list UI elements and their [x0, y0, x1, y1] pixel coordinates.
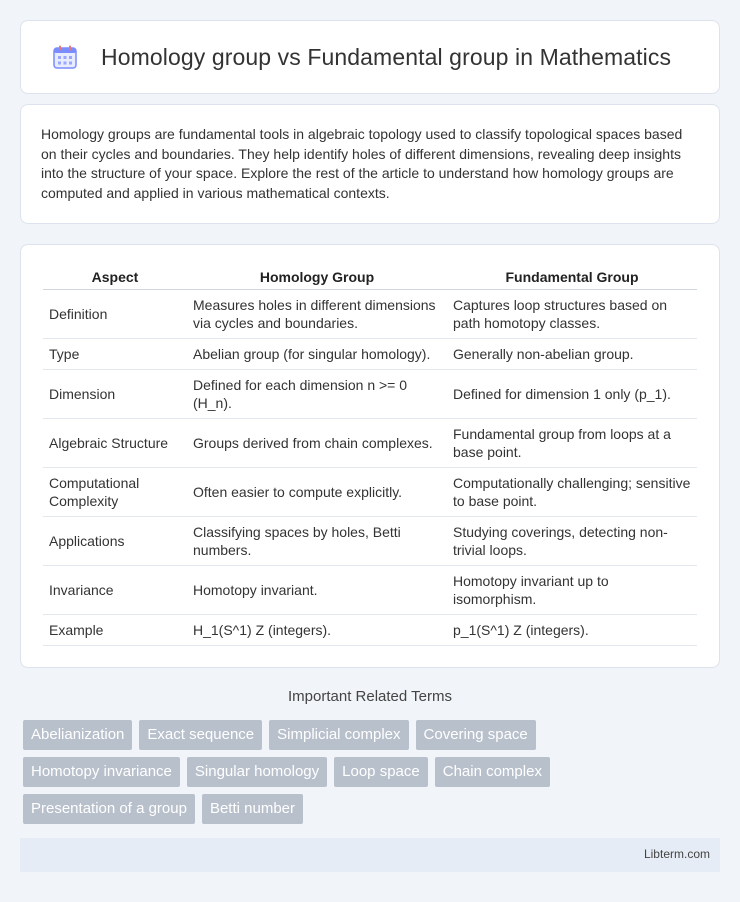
- cell-fundamental: p_1(S^1) Z (integers).: [447, 615, 697, 646]
- table-row: [43, 517, 697, 566]
- table-row: [43, 419, 697, 468]
- cell-aspect: Invariance: [43, 566, 187, 615]
- tag-exact-sequence[interactable]: Exact sequence: [139, 720, 262, 750]
- cell-homology: Measures holes in different dimensions via cycles and boundaries.: [187, 290, 447, 339]
- tag-covering-space[interactable]: Covering space: [416, 720, 536, 750]
- page-header: [20, 20, 720, 94]
- cell-homology: Abelian group (for singular homology).: [187, 339, 447, 370]
- tag-betti-number[interactable]: Betti number: [202, 794, 303, 824]
- comparison-table: [43, 265, 697, 646]
- column-header-fundamental: Fundamental Group: [447, 265, 697, 290]
- tag-row: [23, 794, 723, 824]
- intro-text: Homology groups are fundamental tools in algebraic topology used to classify topological spaces based on their cycles and boundaries. They help identify holes of different dimensions, revealing deep insights into the structure of your space. Explore the rest of the article to understand how homology groups are computed and applied in various mathematical contexts.: [41, 126, 683, 201]
- column-header-homology: Homology Group: [187, 265, 447, 290]
- cell-fundamental: Defined for dimension 1 only (p_1).: [447, 370, 697, 419]
- cell-homology: Often easier to compute explicitly.: [187, 468, 447, 517]
- cell-aspect: Example: [43, 615, 187, 646]
- cell-homology: H_1(S^1) Z (integers).: [187, 615, 447, 646]
- table-row: [43, 370, 697, 419]
- column-header-aspect: Aspect: [43, 265, 187, 290]
- tag-loop-space[interactable]: Loop space: [334, 757, 428, 787]
- cell-aspect: Definition: [43, 290, 187, 339]
- table-row: [43, 566, 697, 615]
- tag-simplicial-complex[interactable]: Simplicial complex: [269, 720, 408, 750]
- cell-homology: Classifying spaces by holes, Betti numbers.: [187, 517, 447, 566]
- related-terms: [23, 720, 723, 831]
- cell-aspect: Dimension: [43, 370, 187, 419]
- tag-row: [23, 757, 723, 787]
- cell-aspect: Applications: [43, 517, 187, 566]
- cell-homology: Homotopy invariant.: [187, 566, 447, 615]
- tag-chain-complex[interactable]: Chain complex: [435, 757, 550, 787]
- cell-fundamental: Computationally challenging; sensitive to base point.: [447, 468, 697, 517]
- cell-fundamental: Fundamental group from loops at a base point.: [447, 419, 697, 468]
- tag-homotopy-invariance[interactable]: Homotopy invariance: [23, 757, 180, 787]
- tag-abelianization[interactable]: Abelianization: [23, 720, 132, 750]
- related-terms-title: Important Related Terms: [288, 688, 452, 705]
- cell-aspect: Algebraic Structure: [43, 419, 187, 468]
- intro-section: [20, 104, 720, 224]
- tag-row: [23, 720, 723, 750]
- page-title: Homology group vs Fundamental group in Mathematics: [101, 43, 672, 70]
- page-footer: [20, 838, 720, 872]
- tag-singular-homology[interactable]: Singular homology: [187, 757, 327, 787]
- table-row: [43, 290, 697, 339]
- cell-homology: Defined for each dimension n >= 0 (H_n).: [187, 370, 447, 419]
- table-row: [43, 339, 697, 370]
- tag-presentation-of-a-group[interactable]: Presentation of a group: [23, 794, 195, 824]
- cell-aspect: Computational Complexity: [43, 468, 187, 517]
- cell-fundamental: Studying coverings, detecting non-trivial loops.: [447, 517, 697, 566]
- footer-site-link[interactable]: Libterm.com: [643, 847, 710, 861]
- cell-homology: Groups derived from chain complexes.: [187, 419, 447, 468]
- cell-aspect: Type: [43, 339, 187, 370]
- table-row: [43, 468, 697, 517]
- cell-fundamental: Captures loop structures based on path homotopy classes.: [447, 290, 697, 339]
- table-header-row: [43, 265, 697, 290]
- cell-fundamental: Generally non-abelian group.: [447, 339, 697, 370]
- cell-fundamental: Homotopy invariant up to isomorphism.: [447, 566, 697, 615]
- calendar-icon: [51, 43, 79, 71]
- comparison-table-card: [20, 244, 720, 668]
- table-row: [43, 615, 697, 646]
